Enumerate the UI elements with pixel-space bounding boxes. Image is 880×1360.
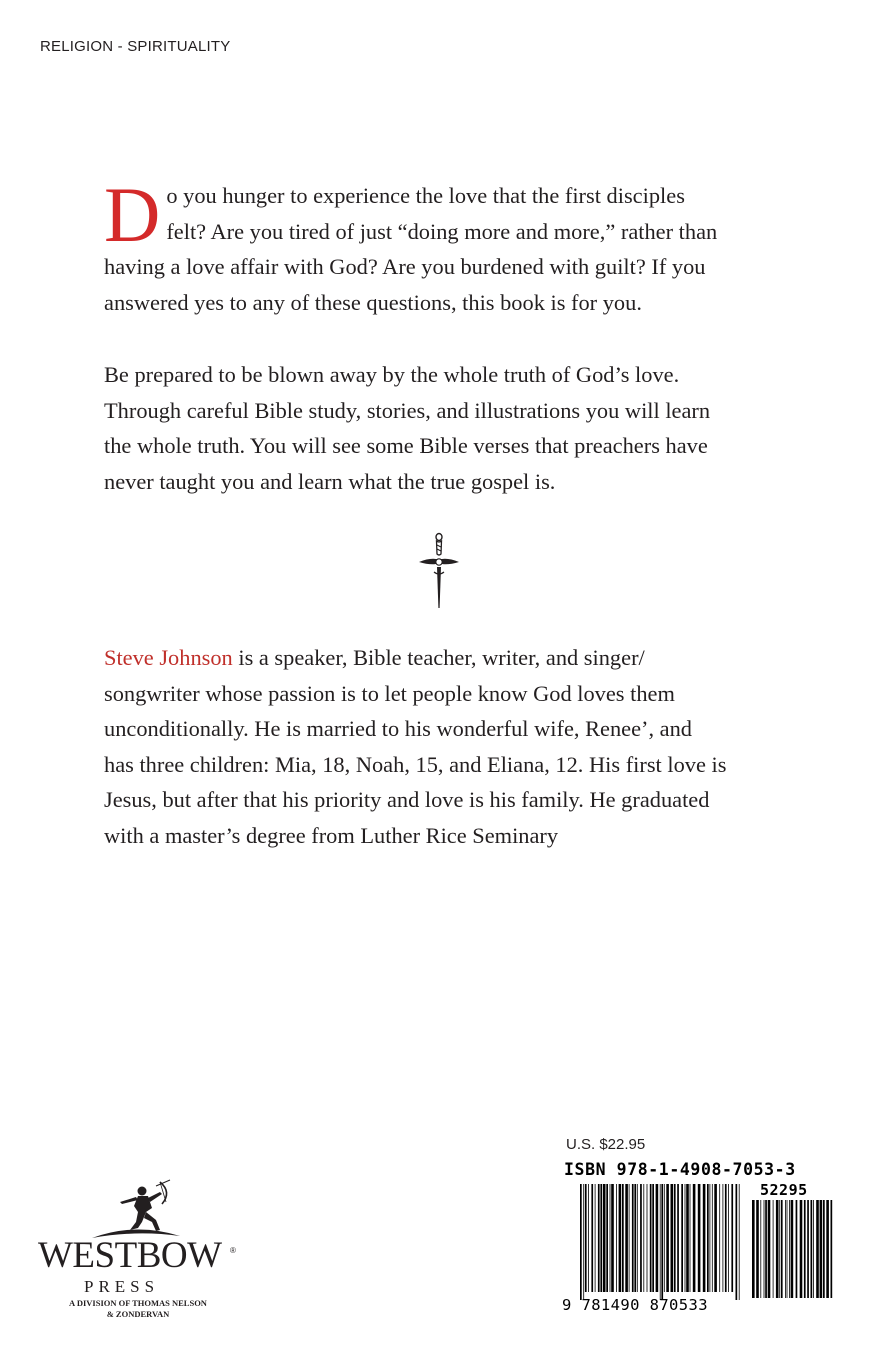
barcode-bar — [637, 1184, 638, 1292]
barcode-bar — [712, 1184, 713, 1292]
author-bio — [104, 640, 784, 854]
barcode-bar — [736, 1184, 738, 1300]
barcode-bar — [811, 1200, 813, 1298]
paragraph-line: Through careful Bible study, stories, and illustrations you will learn — [104, 397, 711, 423]
barcode-digits: 9 781490 870533 — [562, 1296, 708, 1314]
barcode-bar — [787, 1200, 788, 1298]
barcode-bar — [580, 1184, 582, 1300]
barcode-addon-digits: 52295 — [760, 1181, 808, 1199]
barcode-bar — [598, 1184, 600, 1292]
barcode-bar — [752, 1200, 755, 1298]
barcode-bar — [804, 1200, 806, 1298]
barcode-bar — [831, 1200, 833, 1298]
author-bio-first-line — [104, 640, 784, 676]
barcode-bar — [823, 1200, 825, 1298]
barcode-bar — [807, 1200, 809, 1298]
paragraph-line: Be prepared to be blown away by the whole truth of God’s love. — [104, 362, 680, 387]
barcode-bar — [629, 1184, 630, 1292]
barcode-bar — [588, 1184, 589, 1292]
barcode-bar — [622, 1184, 624, 1292]
isbn-label: ISBN 978-1-4908-7053-3 — [564, 1160, 796, 1179]
barcode-bar — [661, 1184, 663, 1300]
barcode-bar — [719, 1184, 720, 1292]
barcode-bar — [789, 1200, 790, 1298]
publisher-division-line-1: A DIVISION OF THOMAS NELSON — [69, 1298, 207, 1308]
barcode-bar — [765, 1200, 767, 1298]
barcode-bar — [671, 1184, 674, 1292]
barcode-bar — [583, 1184, 584, 1300]
publisher-division-line-2: & ZONDERVAN — [106, 1309, 170, 1319]
barcode-bar — [739, 1184, 740, 1300]
description-paragraph-2 — [104, 357, 784, 499]
barcode-bar — [640, 1184, 642, 1292]
barcode-bar — [768, 1200, 771, 1298]
barcode-bar — [666, 1184, 669, 1292]
category-label: RELIGION - SPIRITUALITY — [40, 38, 231, 55]
barcode-bar — [595, 1184, 596, 1292]
publisher-name: WESTBOW — [38, 1235, 222, 1276]
paragraph-line: o you hunger to experience the love that the first disciples — [166, 183, 685, 208]
barcode-bar — [703, 1184, 706, 1292]
barcode-bar — [693, 1184, 696, 1292]
drop-cap: D — [104, 171, 161, 258]
paragraph-line: never taught you and learn what the true gospel is. — [104, 468, 556, 494]
barcode-bar — [650, 1184, 652, 1292]
barcode-bar — [685, 1184, 686, 1292]
barcode-bar — [660, 1184, 661, 1300]
barcode-bar — [647, 1184, 648, 1292]
barcode-bar — [779, 1200, 780, 1298]
paragraph-line: has three children: Mia, 18, Noah, 15, and Eliana, 12. His first love is — [104, 751, 727, 777]
barcode-bar — [634, 1184, 636, 1292]
barcode-bar — [826, 1200, 829, 1298]
paragraph-line: having a love affair with God? Are you burdened with guilt? If you — [104, 254, 706, 280]
barcode-bar — [728, 1184, 729, 1292]
barcode-bar — [800, 1200, 803, 1298]
paragraph-line: unconditionally. He is married to his wonderful wife, Renee’, and — [104, 716, 693, 742]
sword-cross-ornament-icon — [414, 532, 464, 612]
barcode-bar — [707, 1184, 709, 1292]
westbow-archer-icon — [86, 1178, 186, 1242]
barcode-bar — [820, 1200, 823, 1298]
author-bio-text: is a speaker, Bible teacher, writer, and singer/ — [232, 645, 645, 670]
barcode-bar — [785, 1200, 786, 1298]
barcode-bar — [606, 1184, 608, 1292]
barcode-bar — [611, 1184, 614, 1292]
barcode-bar — [656, 1184, 659, 1292]
description-paragraph-1 — [104, 171, 784, 320]
paragraph-line: felt? Are you tired of just “doing more and more,” rather than — [166, 218, 718, 244]
barcode-bar — [625, 1184, 628, 1292]
paragraph-line: songwriter whose passion is to let people know God loves them — [104, 680, 675, 706]
barcode-bar — [632, 1184, 634, 1292]
barcode-bar — [600, 1184, 602, 1292]
isbn-barcode — [580, 1184, 740, 1300]
barcode-bar — [698, 1184, 701, 1292]
barcode-bar — [681, 1184, 683, 1292]
price-label: U.S. $22.95 — [566, 1136, 646, 1153]
barcode-bar — [686, 1184, 689, 1292]
barcode-bar — [791, 1200, 794, 1298]
barcode-bar — [776, 1200, 779, 1298]
paragraph-line: the whole truth. You will see some Bible verses that preachers have — [104, 433, 708, 459]
publisher-logo — [28, 1178, 248, 1328]
barcode-bar — [760, 1200, 761, 1298]
barcode-bar — [764, 1200, 765, 1298]
barcode-bar — [616, 1184, 617, 1292]
barcode-bar — [813, 1200, 814, 1298]
paragraph-line: Jesus, but after that his priority and love is his family. He graduated — [104, 787, 710, 813]
paragraph-line: answered yes to any of these questions, this book is for you. — [104, 289, 642, 315]
barcode-bar — [781, 1200, 783, 1298]
barcode-bar — [816, 1200, 819, 1298]
barcode-bar — [643, 1184, 644, 1292]
barcode-bar — [796, 1200, 798, 1298]
barcode-bar — [603, 1184, 606, 1292]
price-addon-barcode — [752, 1200, 834, 1298]
barcode-bar — [664, 1184, 665, 1292]
barcode-bar — [591, 1184, 593, 1292]
paragraph-line: with a master’s degree from Luther Rice Seminary — [104, 822, 559, 848]
registered-mark: ® — [230, 1246, 236, 1255]
barcode-bar — [619, 1184, 622, 1292]
barcode-bar — [756, 1200, 759, 1298]
barcode-bar — [690, 1184, 691, 1292]
barcode-bar — [674, 1184, 676, 1292]
barcode-bar — [725, 1184, 727, 1292]
author-name: Steve Johnson — [104, 645, 233, 670]
barcode-bar — [710, 1184, 711, 1292]
barcode-bar — [677, 1184, 679, 1292]
barcode-bar — [610, 1184, 611, 1292]
barcode-bar — [585, 1184, 587, 1292]
barcode-bar — [714, 1184, 717, 1292]
barcode-bar — [773, 1200, 774, 1298]
publisher-press: PRESS — [84, 1277, 160, 1296]
barcode-bar — [731, 1184, 733, 1292]
barcode-bar — [723, 1184, 724, 1292]
barcode-bar — [652, 1184, 654, 1292]
